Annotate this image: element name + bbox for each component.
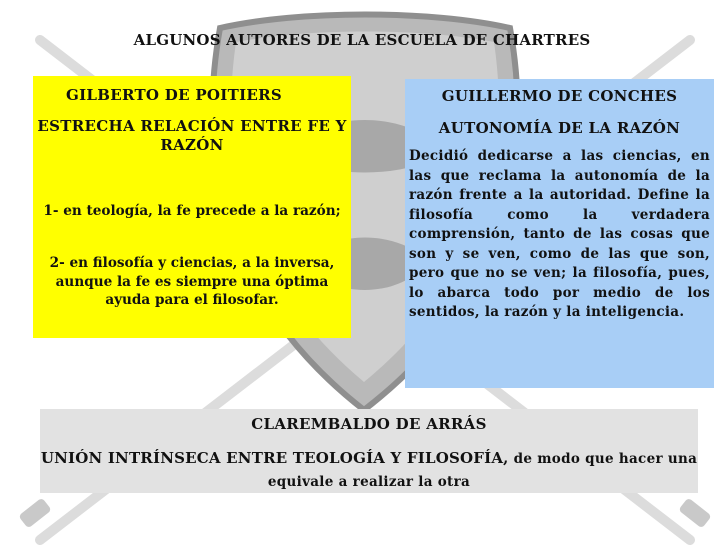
guillermo-description: Decidió dedicarse a las ciencias, en las que reclama la autonomía de la razón frente a la autoridad. Define la filosofía como la verdadera comprensión, tanto de las cosas que son y se ven, como de las que son, pero que no se ven; la filosofía, pues, lo abarca todo por medio de los sentidos, la razón y la inteligencia. xyxy=(409,148,710,320)
gilberto-name: GILBERTO DE POITIERS xyxy=(65,86,283,104)
gilberto-de-poitiers-box xyxy=(33,76,351,338)
guillermo-thesis: AUTONOMÍA DE LA RAZÓN xyxy=(438,119,681,137)
gilberto-point-1: 1- en teología, la fe precede a la razón; xyxy=(43,203,341,219)
guillermo-de-conches-box xyxy=(405,79,714,388)
clarembaldo-name: CLAREMBALDO DE ARRÁS xyxy=(251,415,487,433)
guillermo-name: GUILLERMO DE CONCHES xyxy=(441,87,678,105)
clarembaldo-de-arras-box xyxy=(40,409,698,493)
clarembaldo-thesis-continuation: de modo que hacer una equivale a realizar la otra xyxy=(267,451,698,490)
gilberto-point-2: 2- en filosofía y ciencias, a la inversa, aunque la fe es siempre una óptima ayuda para el filosofar. xyxy=(49,255,335,308)
clarembaldo-statement xyxy=(40,447,698,493)
gilberto-thesis: ESTRECHA RELACIÓN ENTRE FE Y RAZÓN xyxy=(37,117,347,154)
page-title: ALGUNOS AUTORES DE LA ESCUELA DE CHARTRES xyxy=(133,31,591,49)
clarembaldo-thesis: UNIÓN INTRÍNSECA ENTRE TEOLOGÍA Y FILOSOFÍA, xyxy=(40,449,509,467)
